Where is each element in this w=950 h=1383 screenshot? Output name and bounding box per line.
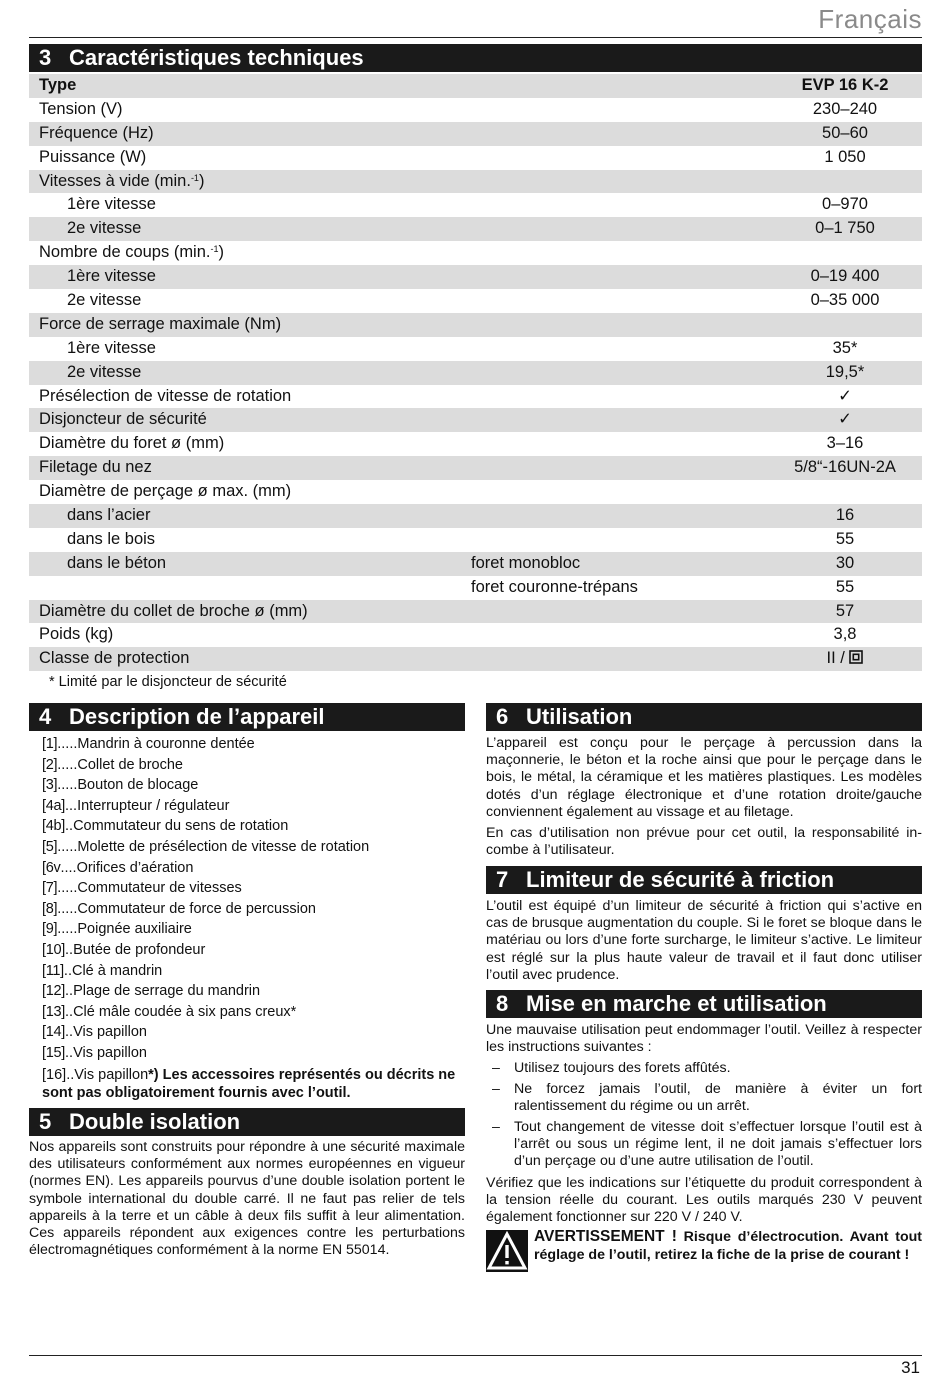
spec-label-text: 2e vitesse [67, 219, 142, 238]
spec-label-text: dans l’acier [67, 506, 151, 525]
spec-label [67, 528, 155, 552]
spec-row [29, 74, 922, 98]
spec-value-text: 16 [835, 506, 855, 525]
spec-value-text: 3–16 [826, 434, 864, 453]
spec-value-text: 57 [835, 601, 855, 620]
spec-label-text: Classe de protection [39, 649, 190, 668]
part-dots: .. [66, 1067, 75, 1083]
spec-label-text: Fréquence (Hz) [39, 123, 154, 142]
part-label: Commutateur du sens de rotation [73, 818, 289, 835]
spec-row [29, 241, 922, 265]
spec-label-end: ) [198, 171, 205, 190]
language-label: Français [818, 4, 922, 34]
spec-value [755, 504, 935, 528]
list-item [42, 755, 462, 776]
spec-value [755, 265, 935, 289]
part-dots: .. [65, 818, 74, 835]
spec-label [67, 504, 150, 528]
spec-label [67, 217, 141, 241]
section8-bullet [486, 1081, 922, 1115]
spec-label [39, 600, 308, 624]
part-dots: .. [65, 1024, 74, 1041]
spec-row [29, 623, 922, 647]
section3-title [29, 44, 922, 72]
part-dots: ..... [57, 756, 78, 773]
spec-value-text: 50–60 [822, 123, 868, 142]
part-label: Interrupteur / régulateur [77, 797, 230, 814]
spec-value [755, 623, 935, 647]
spec-label-text: Puissance (W) [39, 147, 147, 166]
footer-rule [29, 1355, 922, 1356]
spec-label-text: Diamètre du foret ø (mm) [39, 434, 225, 453]
spec-label-text: Diamètre du collet de broche ø (mm) [39, 601, 308, 620]
spec-value-text: 1 050 [824, 147, 866, 166]
section6-p2: En cas d’utilisation non prévue pour cet outil, la responsabilité incombe à l’utilisateur. [486, 825, 922, 859]
list-item [42, 1022, 462, 1043]
spec-value [755, 647, 935, 671]
spec-label [39, 480, 291, 504]
spec-value-text: 0–19 400 [810, 267, 880, 286]
spec-label-text: Diamètre de perçage ø max. (mm) [39, 482, 292, 501]
spec-value [755, 337, 935, 361]
spec-value-text: II / [826, 649, 850, 668]
section4-title-text: Description de l’appareil [69, 704, 325, 729]
spec-label-text: 2e vitesse [67, 291, 142, 310]
part-dots: .. [65, 1044, 74, 1061]
spec-value [755, 576, 935, 600]
spec-label-text: Type [39, 76, 77, 94]
section5-text: Nos appareils sont construits pour répondre à une sécurité maximale des utilisateurs conformément aux normes européennes en vigueur (normes EN). Les appareils pourvus d’une double isolation portent le symbole international du double carré. Il ne faut pas relier de tels appareils à la terre et un câble à deux fils suffit à leur alimentation. Ces appareils répondent aux exigences contre les perturbations électromagnétiques conformément à la norme EN 55014. [29, 1139, 465, 1259]
part-number: [14] [42, 1024, 65, 1041]
spec-value [755, 146, 935, 170]
part-number: [11] [42, 962, 64, 979]
part-dots: .... [60, 859, 77, 876]
part-dots: ..... [57, 880, 78, 897]
spec-value [755, 600, 935, 624]
part-number: [2] [42, 756, 58, 773]
part-label: Orifices d’aération [76, 859, 194, 876]
spec-value-text: 30 [835, 553, 855, 572]
spec-value-text: 0–1 750 [815, 219, 875, 238]
part-label: Poignée auxiliaire [77, 921, 192, 938]
part-dots: ..... [57, 921, 78, 938]
part-number: [16] [42, 1067, 67, 1083]
spec-row [29, 408, 922, 432]
section7-title-text: Limiteur de sécurité à friction [526, 867, 835, 892]
spec-value-text: 55 [835, 529, 855, 548]
spec-value [755, 289, 935, 313]
section7-text: L’outil est équipé d’un limiteur de sécurité à friction qui s’active en cas de brusque augmentation du couple. Si le foret se bloque dans le matériau ou lors d’une forte surcharge, le limiteur s’active. Le limiteur est réglé sur la plus haute valeur de travail et il faut donc utiliser l’outil avec prudence. [486, 898, 922, 983]
section3-number: 3 [39, 45, 52, 70]
list-item [42, 796, 462, 817]
part-number: [4b] [42, 818, 65, 835]
spec-row [29, 576, 922, 600]
part-dots: ..... [57, 900, 78, 917]
list-item [42, 899, 462, 920]
spec-label [39, 313, 281, 337]
part-number: [15] [42, 1044, 65, 1061]
part-number: [13] [42, 1003, 65, 1020]
part-number: [3] [42, 777, 58, 794]
list-item [42, 816, 462, 837]
spec-label [67, 361, 141, 385]
bullet-dash: – [492, 1060, 500, 1076]
part-number: [5] [42, 838, 58, 855]
spec-label-text: Poids (kg) [39, 625, 114, 644]
spec-label [67, 265, 156, 289]
spec-row [29, 122, 922, 146]
list-item [42, 837, 462, 858]
spec-row [29, 193, 922, 217]
spec-label-text: 1ère vitesse [67, 267, 156, 286]
list-item [42, 940, 462, 961]
bullet-dash: – [492, 1081, 500, 1097]
bullet-dash: – [492, 1119, 500, 1135]
warning-text [534, 1228, 922, 1264]
part-label: Molette de présélection de vitesse de rotation [77, 838, 370, 855]
spec-row [29, 170, 922, 194]
spec-label-text: Tension (V) [39, 99, 123, 118]
spec-label-text: Vitesses à vide (min. [39, 171, 191, 190]
spec-label [39, 385, 291, 409]
parts-list-last [42, 1067, 462, 1102]
list-item [42, 1043, 462, 1064]
part-number: [9] [42, 921, 58, 938]
spec-value [755, 74, 935, 98]
part-number: [1] [42, 736, 58, 752]
list-item [42, 878, 462, 899]
spec-value [755, 552, 935, 576]
section7-number: 7 [496, 867, 509, 892]
spec-label [39, 74, 76, 98]
spec-value [755, 122, 935, 146]
part-number: [8] [42, 900, 58, 917]
part-label: Commutateur de force de percussion [77, 900, 316, 917]
spec-label [39, 408, 207, 432]
page-number: 31 [901, 1358, 920, 1377]
spec-row [29, 528, 922, 552]
section5-number: 5 [39, 1109, 52, 1134]
spec-label-text: Force de serrage maximale (Nm) [39, 314, 282, 333]
spec-row [29, 146, 922, 170]
spec-row [29, 361, 922, 385]
spec-value [755, 528, 935, 552]
accessory-note: *) Les accessoires représentés ou décrits ne sont pas obligatoirement fournis avec l’outil. [42, 1067, 456, 1101]
spec-value [755, 456, 935, 480]
section3-title-text: Caractéristiques techniques [69, 45, 364, 70]
spec-label [39, 647, 189, 671]
warning-head: AVERTISSEMENT ! [534, 1228, 677, 1245]
spec-value-text: EVP 16 K-2 [801, 76, 889, 94]
spec-label-text: Disjoncteur de sécurité [39, 410, 207, 429]
section8-title [486, 990, 922, 1018]
spec-label-text: Filetage du nez [39, 458, 152, 477]
part-dots: ..... [57, 736, 78, 752]
spec-value [755, 217, 935, 241]
section8-bullet [486, 1119, 922, 1171]
warning-triangle-icon [486, 1230, 528, 1272]
spec-value-text: 5/8“-16UN-2A [794, 458, 896, 477]
spec-row [29, 289, 922, 313]
spec-label-end: ) [218, 243, 225, 262]
list-item [42, 961, 462, 982]
list-item [42, 734, 462, 755]
spec-footnote: * Limité par le disjoncteur de sécurité [49, 674, 287, 690]
spec-value-text: 35* [832, 338, 858, 357]
spec-row [29, 337, 922, 361]
spec-label-sup: -1 [210, 244, 219, 255]
spec-value-text: 0–35 000 [810, 291, 880, 310]
part-label: Butée de profondeur [73, 941, 206, 958]
spec-sub-label: foret monobloc [471, 553, 581, 572]
spec-value-text: ✓ [838, 410, 852, 429]
section8-title-text: Mise en marche et utilisation [526, 991, 827, 1016]
spec-row [29, 385, 922, 409]
spec-label-sup: -1 [190, 172, 199, 183]
section8-bullet [486, 1060, 922, 1077]
header-rule [29, 37, 922, 38]
part-dots: .. [65, 983, 74, 1000]
spec-value-text: 0–970 [822, 195, 868, 214]
spec-row [29, 98, 922, 122]
section6-title [486, 703, 922, 731]
part-dots: .. [63, 962, 72, 979]
part-label: Bouton de blocage [77, 777, 199, 794]
list-item [42, 919, 462, 940]
spec-label-text: 2e vitesse [67, 362, 142, 381]
spec-row [29, 600, 922, 624]
part-number: [6v [42, 859, 61, 876]
section6-p1: L’appareil est conçu pour le perçage à percussion dans la maçonnerie, le béton et la roche ainsi que pour le perçage dans le bois, le métal, la céramique et les matières plastiques. Les modèles dotés d’un réglage électronique et d’une rotation droite/gauche conviennent également au vissage et au filetage. [486, 735, 922, 820]
part-number: [10] [42, 941, 65, 958]
spec-label [39, 456, 152, 480]
spec-row [29, 647, 922, 671]
spec-value-text: ✓ [838, 386, 852, 405]
part-label: Plage de serrage du mandrin [73, 983, 261, 1000]
section6-title-text: Utilisation [526, 704, 633, 729]
part-number: [7] [42, 880, 58, 897]
part-number: [12] [42, 983, 65, 1000]
part-label: Vis papillon [74, 1067, 149, 1083]
part-dots: .. [65, 941, 74, 958]
spec-table [29, 74, 922, 671]
spec-label-text: 1ère vitesse [67, 338, 156, 357]
spec-row [29, 265, 922, 289]
part-label: Commutateur de vitesses [77, 880, 242, 897]
part-label: Collet de broche [77, 756, 183, 773]
spec-value-text: 230–240 [812, 99, 878, 118]
list-item [42, 775, 462, 796]
spec-label [39, 98, 122, 122]
section8-p2: Vérifiez que les indications sur l’étiquette du produit correspondent à la tension réelle du courant. Les outils marqués 230 V peuvent également fonctionner sur 220 V / 240 V. [486, 1175, 922, 1226]
spec-label-text: Nombre de coups (min. [39, 243, 211, 262]
spec-label [39, 623, 113, 647]
section4-title [29, 703, 465, 731]
section5-title-text: Double isolation [69, 1109, 241, 1134]
spec-value-text: 19,5* [825, 362, 865, 381]
spec-row [29, 313, 922, 337]
list-item [42, 1002, 462, 1023]
section8-number: 8 [496, 991, 509, 1016]
spec-value [755, 98, 935, 122]
spec-value [755, 385, 935, 409]
spec-row [29, 504, 922, 528]
part-dots: ..... [57, 777, 78, 794]
spec-value [755, 193, 935, 217]
spec-value [755, 361, 935, 385]
warning-body: Risque d’électrocution. Avant tout réglage de l’outil, retirez la fiche de la prise de courant ! [534, 1229, 922, 1263]
spec-row [29, 432, 922, 456]
spec-value-text: 3,8 [833, 625, 857, 644]
spec-label [67, 337, 156, 361]
bullet-text: Ne forcez jamais l’outil, de manière à éviter un fort ralentissement du régime ou un arrêt. [514, 1081, 922, 1115]
spec-label-text: Présélection de vitesse de rotation [39, 386, 292, 405]
spec-sub-label: foret couronne-trépans [471, 577, 638, 596]
part-label: Mandrin à couronne dentée [77, 736, 255, 752]
spec-label [39, 122, 154, 146]
section5-title [29, 1108, 465, 1136]
section8-intro: Une mauvaise utilisation peut endommager l’outil. Veillez à respecter les instructions suivantes : [486, 1022, 922, 1056]
spec-label [39, 432, 224, 456]
spec-label [39, 146, 146, 170]
spec-label [67, 552, 166, 576]
part-label: Vis papillon [73, 1044, 147, 1061]
parts-list [42, 734, 462, 1064]
bullet-text: Utilisez toujours des forets affûtés. [514, 1060, 731, 1076]
spec-row [29, 217, 922, 241]
spec-label [67, 289, 141, 313]
spec-label [67, 193, 156, 217]
part-dots: ... [65, 797, 78, 814]
spec-value [755, 408, 935, 432]
spec-label-text: dans le bois [67, 529, 156, 548]
part-label: Vis papillon [73, 1024, 147, 1041]
spec-row [29, 456, 922, 480]
list-item [42, 981, 462, 1002]
spec-label-text: 1ère vitesse [67, 195, 156, 214]
section6-number: 6 [496, 704, 509, 729]
spec-row [29, 552, 922, 576]
spec-label [39, 170, 204, 194]
bullet-text: Tout changement de vitesse doit s’effectuer lorsque l’outil est à l’arrêt ou sous un régime lent, il ne doit jamais s’effectuer lors d’un perçage ou d’une autre utilisation de l’outil. [514, 1119, 922, 1170]
part-dots: ..... [57, 838, 78, 855]
spec-row [29, 480, 922, 504]
double-insulation-icon [849, 649, 863, 667]
part-number: [4a] [42, 797, 65, 814]
part-label: Clé à mandrin [71, 962, 163, 979]
section7-title [486, 866, 922, 894]
spec-label-text: dans le béton [67, 553, 167, 572]
part-dots: .. [65, 1003, 74, 1020]
warning-box [486, 1228, 922, 1272]
part-label: Clé mâle coudée à six pans creux* [73, 1003, 297, 1020]
spec-value-text: 55 [835, 577, 855, 596]
list-item [42, 858, 462, 879]
section4-number: 4 [39, 704, 52, 729]
spec-label [39, 241, 224, 265]
spec-value [755, 432, 935, 456]
